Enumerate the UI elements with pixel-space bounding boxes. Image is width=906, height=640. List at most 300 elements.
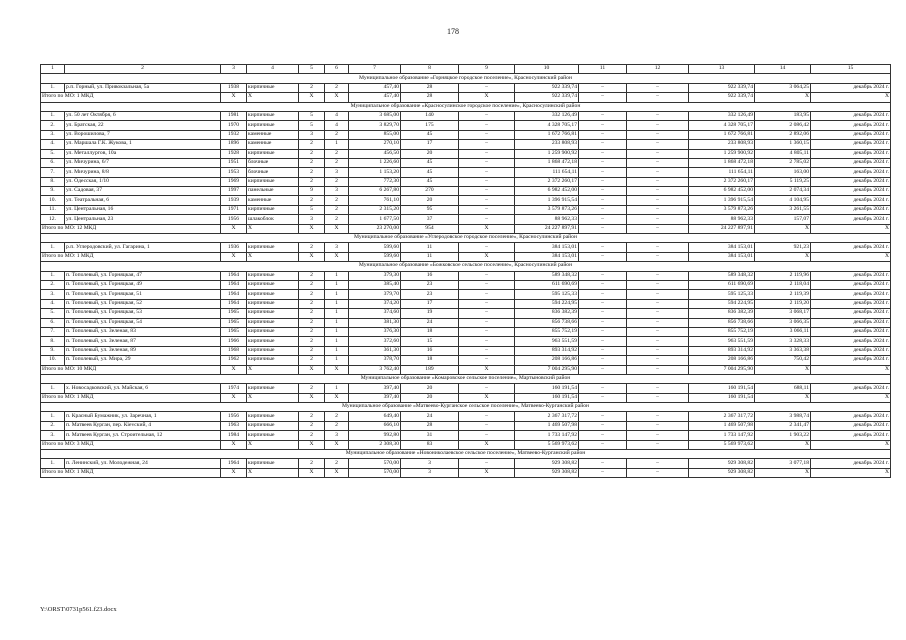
table-cell: – <box>579 299 627 308</box>
table-cell: – <box>579 459 627 468</box>
table-cell: 2 <box>325 149 349 158</box>
table-cell: декабрь 2024 г. <box>811 327 891 336</box>
table-row <box>41 412 891 421</box>
table-cell: 8. <box>41 337 65 346</box>
table-cell: 1 396 915,54 <box>515 196 579 205</box>
table-cell: 1968 <box>221 346 247 355</box>
table-cell: – <box>459 130 515 139</box>
table-cell: 1997 <box>221 187 247 196</box>
section-total-row <box>41 93 891 102</box>
total-cell: – <box>627 252 689 261</box>
table-cell: кирпичные <box>247 83 299 92</box>
table-cell: 1938 <box>221 83 247 92</box>
table-cell: 3 <box>299 215 325 224</box>
table-cell: 922 339,74 <box>515 83 579 92</box>
table-cell: 45 <box>401 130 459 139</box>
table-cell: 1 <box>325 309 349 318</box>
table-cell: 18 <box>401 356 459 365</box>
total-cell: X <box>459 224 515 233</box>
table-cell: п. Тополевый, ул. Зеленая, 87 <box>65 337 221 346</box>
column-header-cell: 15 <box>811 65 891 74</box>
table-cell: 1. <box>41 111 65 120</box>
table-cell: ул. Центральная, 23 <box>65 215 221 224</box>
table-cell: 3 988,74 <box>755 412 811 421</box>
table-cell: 2 <box>325 158 349 167</box>
table-cell: – <box>459 158 515 167</box>
table-cell: 1962 <box>221 356 247 365</box>
table-cell: 20 <box>401 149 459 158</box>
total-cell: – <box>627 365 689 374</box>
table-cell: п. Матвеев Курган, пер. Кievский, 4 <box>65 421 221 430</box>
table-cell: 595 125,33 <box>689 290 755 299</box>
total-cell: X <box>325 440 349 449</box>
table-cell: кирпичные <box>247 205 299 214</box>
table-cell: 378,70 <box>349 356 401 365</box>
table-cell: 3 066,35 <box>755 318 811 327</box>
table-cell: 1964 <box>221 280 247 289</box>
table-cell: 570,00 <box>349 459 401 468</box>
table-cell: 2 <box>299 299 325 308</box>
table-cell: – <box>579 121 627 130</box>
table-row <box>41 111 891 120</box>
table-cell: кирпичные <box>247 177 299 186</box>
section-title-row <box>41 102 891 111</box>
total-cell: X <box>325 468 349 477</box>
table-cell: декабрь 2024 г. <box>811 196 891 205</box>
table-cell: 20 <box>401 384 459 393</box>
table-cell: 111 654,11 <box>515 168 579 177</box>
table-cell: кирпичные <box>247 121 299 130</box>
table-cell: 3 <box>325 243 349 252</box>
table-cell: 3 068,17 <box>755 309 811 318</box>
section-title: Муниципальное образование «Божковское сельское поселение», Красносулинский район <box>41 262 891 271</box>
table-cell: 37 <box>401 215 459 224</box>
section-title-row <box>41 450 891 459</box>
table-cell: 157,07 <box>755 215 811 224</box>
total-label: Итого по МО: 12 МКД <box>41 224 221 233</box>
table-cell: 893 314,92 <box>515 346 579 355</box>
total-cell: 599,60 <box>349 252 401 261</box>
table-cell: – <box>459 149 515 158</box>
table-row <box>41 121 891 130</box>
column-header-cell: 6 <box>325 65 349 74</box>
table-cell: – <box>579 83 627 92</box>
table-cell: 922 339,74 <box>689 83 755 92</box>
table-cell: – <box>579 290 627 299</box>
table-cell: – <box>579 196 627 205</box>
column-header-cell: 9 <box>459 65 515 74</box>
table-cell: 88 962,33 <box>515 215 579 224</box>
table-cell: 1936 <box>221 243 247 252</box>
total-cell: 160 191,54 <box>689 393 755 402</box>
table-cell: 2 341,47 <box>755 421 811 430</box>
table-cell: 1 469 507,98 <box>689 421 755 430</box>
section-total-row <box>41 393 891 402</box>
table-cell: декабрь 2024 г. <box>811 309 891 318</box>
table-cell: блочные <box>247 168 299 177</box>
table-cell: 2 367 317,72 <box>515 412 579 421</box>
total-cell: 929 308,82 <box>689 468 755 477</box>
table-cell: 1974 <box>221 384 247 393</box>
section-total-row <box>41 365 891 374</box>
total-cell: 954 <box>401 224 459 233</box>
table-cell: – <box>627 309 689 318</box>
table-cell: 2 <box>325 130 349 139</box>
table-row <box>41 168 891 177</box>
table-cell: 2. <box>41 421 65 430</box>
total-cell: 3 <box>401 468 459 477</box>
table-cell: 599,60 <box>349 243 401 252</box>
table-cell: декабрь 2024 г. <box>811 318 891 327</box>
table-cell: 45 <box>401 158 459 167</box>
table-cell: – <box>579 356 627 365</box>
table-cell: 24 <box>401 412 459 421</box>
table-cell: 5 <box>299 111 325 120</box>
table-cell: декабрь 2024 г. <box>811 205 891 214</box>
total-cell: X <box>299 224 325 233</box>
table-cell: 1953 <box>221 168 247 177</box>
table-cell: – <box>459 318 515 327</box>
table-cell: 23 <box>401 280 459 289</box>
section-title: Муниципальное образование «Горняцкое городское поселение», Красносулинский район <box>41 74 891 83</box>
table-cell: 4. <box>41 299 65 308</box>
table-cell: 10. <box>41 356 65 365</box>
table-cell: 208 166,86 <box>689 356 755 365</box>
table-cell: – <box>459 196 515 205</box>
table-cell: 374,60 <box>349 309 401 318</box>
table-cell: – <box>627 130 689 139</box>
registry-table-body <box>41 65 891 478</box>
total-cell: X <box>299 365 325 374</box>
total-cell: X <box>325 224 349 233</box>
table-cell: 17 <box>401 299 459 308</box>
table-cell: 1964 <box>221 299 247 308</box>
table-cell: 2 <box>325 177 349 186</box>
table-cell: декабрь 2024 г. <box>811 421 891 430</box>
table-cell: – <box>459 205 515 214</box>
total-cell: X <box>221 252 247 261</box>
table-cell: 3 363,38 <box>755 346 811 355</box>
table-cell: кирпичные <box>247 280 299 289</box>
table-cell: ул. Братская, 22 <box>65 121 221 130</box>
table-cell: 1. <box>41 384 65 393</box>
table-cell: 1 903,22 <box>755 431 811 440</box>
table-cell: – <box>579 205 627 214</box>
table-cell: 6. <box>41 318 65 327</box>
total-cell: X <box>755 365 811 374</box>
table-cell: п. Тополевый, ул. Горняцкая, 52 <box>65 299 221 308</box>
total-cell: X <box>459 252 515 261</box>
table-cell: 589 348,32 <box>515 271 579 280</box>
total-cell: X <box>325 93 349 102</box>
table-cell: – <box>627 431 689 440</box>
table-cell: 1 <box>325 384 349 393</box>
table-cell: п. Матвеев Курган, ул. Строительная, 12 <box>65 431 221 440</box>
table-cell: 4 <box>325 111 349 120</box>
table-cell: кирпичные <box>247 384 299 393</box>
total-cell: 570,00 <box>349 468 401 477</box>
table-row <box>41 149 891 158</box>
table-cell: 384 153,01 <box>515 243 579 252</box>
table-cell: ул. Мичурина, 8/8 <box>65 168 221 177</box>
table-row <box>41 337 891 346</box>
table-cell: 2 119,96 <box>755 271 811 280</box>
table-cell: 855 752,19 <box>689 327 755 336</box>
total-cell: 397,40 <box>349 393 401 402</box>
table-cell: – <box>459 280 515 289</box>
table-cell: ул. Мичурина, 6/7 <box>65 158 221 167</box>
total-cell: X <box>247 365 299 374</box>
table-cell: 160 191,54 <box>689 384 755 393</box>
table-cell: 6 982 452,00 <box>515 187 579 196</box>
table-cell: 2. <box>41 121 65 130</box>
total-cell: – <box>579 365 627 374</box>
table-cell: 2 <box>299 327 325 336</box>
table-cell: 4 <box>325 121 349 130</box>
table-row <box>41 215 891 224</box>
table-cell: декабрь 2024 г. <box>811 280 891 289</box>
table-cell: п. Тополевый, ул. Горняцкая, 51 <box>65 290 221 299</box>
table-cell: 1 672 766,81 <box>689 130 755 139</box>
table-cell: 1 <box>325 271 349 280</box>
table-cell: 16 <box>401 271 459 280</box>
table-cell: р.п. Горный, ул. Привокзальная, 5а <box>65 83 221 92</box>
table-cell: ул. Театральная, 6 <box>65 196 221 205</box>
table-row <box>41 318 891 327</box>
table-cell: 4. <box>41 140 65 149</box>
total-label: Итого по МО: 1 МКД <box>41 93 221 102</box>
table-cell: 9 <box>299 187 325 196</box>
section-title: Муниципальное образование «Новониколаевское сельское поселение», Матвеево-Курганский район <box>41 450 891 459</box>
table-cell: 45 <box>401 177 459 186</box>
table-cell: декабрь 2024 г. <box>811 412 891 421</box>
table-cell: 649,40 <box>349 412 401 421</box>
table-cell: каменные <box>247 196 299 205</box>
total-cell: X <box>811 365 891 374</box>
table-cell: 855 752,19 <box>515 327 579 336</box>
table-cell: 2 <box>299 421 325 430</box>
page-number: 178 <box>447 27 459 36</box>
table-cell: п. Тополевый, ул. Горняцкая, 47 <box>65 271 221 280</box>
table-row <box>41 356 891 365</box>
table-cell: 1969 <box>221 177 247 186</box>
table-row <box>41 309 891 318</box>
total-cell: X <box>325 365 349 374</box>
total-label: Итого по МО: 10 МКД <box>41 365 221 374</box>
table-cell: декабрь 2024 г. <box>811 299 891 308</box>
table-cell: 3 <box>299 130 325 139</box>
table-cell: 88 962,33 <box>689 215 755 224</box>
table-cell: 836 382,39 <box>515 309 579 318</box>
table-cell: 3 066,11 <box>755 327 811 336</box>
table-cell: ул. Металлургов, 10а <box>65 149 221 158</box>
table-cell: п. Тополевый, ул. Горняцкая, 49 <box>65 280 221 289</box>
section-title-row <box>41 374 891 383</box>
table-cell: 2 <box>299 177 325 186</box>
table-cell: декабрь 2024 г. <box>811 459 891 468</box>
table-cell: кирпичные <box>247 290 299 299</box>
table-cell: ул. Садовая, 37 <box>65 187 221 196</box>
column-header-cell: 2 <box>65 65 221 74</box>
total-cell: X <box>221 365 247 374</box>
table-cell: – <box>579 421 627 430</box>
table-cell: – <box>579 280 627 289</box>
table-cell: 1 677,50 <box>349 215 401 224</box>
table-cell: 1. <box>41 243 65 252</box>
table-cell: 457,40 <box>349 83 401 92</box>
table-cell: 270,10 <box>349 140 401 149</box>
total-cell: 83 <box>401 440 459 449</box>
total-cell: 922 339,74 <box>515 93 579 102</box>
table-cell: – <box>459 459 515 468</box>
table-cell: 2 <box>299 140 325 149</box>
table-cell: 761,10 <box>349 196 401 205</box>
table-cell: – <box>579 327 627 336</box>
table-cell: ул. Ворошилова, 7 <box>65 130 221 139</box>
table-cell: 5. <box>41 309 65 318</box>
table-cell: – <box>627 215 689 224</box>
table-cell: 5 <box>299 121 325 130</box>
table-cell: 381,30 <box>349 318 401 327</box>
table-cell: 1951 <box>221 158 247 167</box>
table-cell: – <box>627 121 689 130</box>
table-cell: кирпичные <box>247 431 299 440</box>
table-cell: 589 348,32 <box>689 271 755 280</box>
table-row <box>41 243 891 252</box>
column-header-cell: 7 <box>349 65 401 74</box>
table-row <box>41 421 891 430</box>
table-cell: 2 <box>299 83 325 92</box>
table-cell: кирпичные <box>247 412 299 421</box>
table-cell: 856 738,66 <box>515 318 579 327</box>
table-row <box>41 280 891 289</box>
table-cell: декабрь 2024 г. <box>811 83 891 92</box>
table-cell: 1939 <box>221 196 247 205</box>
table-cell: – <box>627 459 689 468</box>
table-cell: 963 551,59 <box>515 337 579 346</box>
total-cell: 11 <box>401 252 459 261</box>
table-cell: 2 <box>325 412 349 421</box>
table-cell: – <box>579 140 627 149</box>
table-cell: 929 308,82 <box>689 459 755 468</box>
total-cell: X <box>325 393 349 402</box>
total-cell: X <box>755 468 811 477</box>
table-cell: 2 <box>325 459 349 468</box>
table-cell: 1 733 147,92 <box>689 431 755 440</box>
table-cell: кирпичные <box>247 111 299 120</box>
table-cell: 2 <box>299 459 325 468</box>
total-cell: – <box>627 93 689 102</box>
table-cell: декабрь 2024 г. <box>811 140 891 149</box>
table-row <box>41 196 891 205</box>
total-cell: X <box>221 393 247 402</box>
total-cell: – <box>579 252 627 261</box>
table-cell: 3 829,70 <box>349 121 401 130</box>
table-cell: декабрь 2024 г. <box>811 384 891 393</box>
table-cell: 2 <box>299 309 325 318</box>
table-cell: 4 104,95 <box>755 196 811 205</box>
table-cell: п. Тополевый, ул. Зеленая, 89 <box>65 346 221 355</box>
total-cell: X <box>811 440 891 449</box>
table-cell: 6 267,80 <box>349 187 401 196</box>
table-cell: 2 119,39 <box>755 290 811 299</box>
table-cell: – <box>579 337 627 346</box>
section-title-row <box>41 262 891 271</box>
table-cell: 3 685,00 <box>349 111 401 120</box>
table-cell: п. Тополевый, ул. Мира, 29 <box>65 356 221 365</box>
table-cell: 175 <box>401 121 459 130</box>
table-cell: – <box>627 149 689 158</box>
table-cell: 16 <box>401 346 459 355</box>
table-cell: 3 064,25 <box>755 83 811 92</box>
column-header-cell: 5 <box>299 65 325 74</box>
table-cell: 2 315,20 <box>349 205 401 214</box>
table-cell: 992,80 <box>349 431 401 440</box>
table-cell: 1. <box>41 412 65 421</box>
total-cell: X <box>755 224 811 233</box>
table-cell: 1 153,20 <box>349 168 401 177</box>
total-cell: X <box>755 393 811 402</box>
total-cell: 929 308,82 <box>515 468 579 477</box>
table-cell: 1 868 472,18 <box>689 158 755 167</box>
table-cell: 31 <box>401 431 459 440</box>
table-cell: 1966 <box>221 337 247 346</box>
table-cell: 855,00 <box>349 130 401 139</box>
table-cell: 3 <box>325 187 349 196</box>
total-cell: 922 339,74 <box>689 93 755 102</box>
table-cell: 372,60 <box>349 337 401 346</box>
total-cell: X <box>299 393 325 402</box>
table-cell: кирпичные <box>247 299 299 308</box>
table-cell: – <box>459 327 515 336</box>
table-cell: – <box>627 299 689 308</box>
table-cell: 4 328 705,17 <box>689 121 755 130</box>
table-cell: 2 <box>299 346 325 355</box>
table-cell: декабрь 2024 г. <box>811 337 891 346</box>
table-cell: 2 785,02 <box>755 158 811 167</box>
table-cell: п. Тополевый, ул. Горняцкая, 53 <box>65 309 221 318</box>
table-row <box>41 140 891 149</box>
table-cell: – <box>579 187 627 196</box>
table-cell: 1 <box>325 356 349 365</box>
table-cell: 666,10 <box>349 421 401 430</box>
total-cell: 384 153,01 <box>515 252 579 261</box>
total-cell: X <box>247 224 299 233</box>
total-cell: – <box>579 440 627 449</box>
table-cell: шлакоблок <box>247 215 299 224</box>
table-cell: 856 738,66 <box>689 318 755 327</box>
table-cell: 2 <box>325 215 349 224</box>
table-cell: 750,42 <box>755 356 811 365</box>
table-row <box>41 83 891 92</box>
table-cell: 1965 <box>221 318 247 327</box>
table-cell: 1 <box>325 346 349 355</box>
table-cell: – <box>459 83 515 92</box>
table-cell: 1981 <box>221 111 247 120</box>
total-cell: 189 <box>401 365 459 374</box>
total-cell: – <box>579 393 627 402</box>
section-title-row <box>41 403 891 412</box>
total-cell: – <box>627 224 689 233</box>
table-cell: 163,00 <box>755 168 811 177</box>
table-cell: 836 382,39 <box>689 309 755 318</box>
table-cell: – <box>459 346 515 355</box>
table-cell: – <box>459 177 515 186</box>
column-header-cell: 14 <box>755 65 811 74</box>
table-cell: 1 396 915,54 <box>689 196 755 205</box>
table-cell: 3. <box>41 130 65 139</box>
table-cell: декабрь 2024 г. <box>811 111 891 120</box>
